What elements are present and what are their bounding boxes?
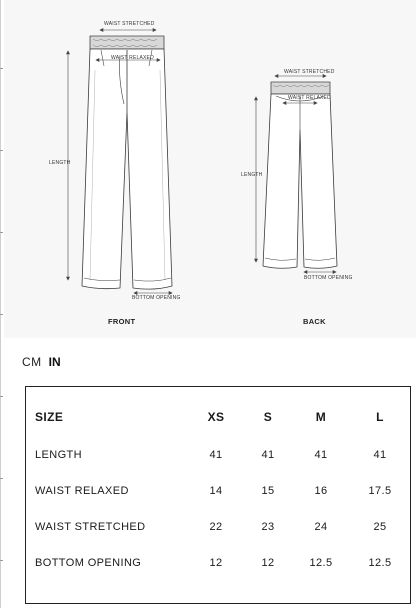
unit-in-button[interactable]: IN (48, 355, 61, 369)
table-cell: 12.5 (309, 557, 333, 569)
table-cell: 15 (261, 485, 275, 497)
table-row (26, 517, 410, 537)
edge-tick (0, 150, 3, 151)
back-waist-stretched-label: WAIST STRETCHED (284, 69, 335, 75)
edge-tick (0, 232, 3, 233)
edge-tick (0, 314, 3, 315)
front-bottom-opening-label: BOTTOM OPENING (132, 295, 181, 301)
back-view-label: BACK (303, 317, 326, 326)
table-cell: 25 (373, 521, 387, 533)
table-cell: 14 (209, 485, 223, 497)
table-cell: 17.5 (368, 485, 392, 497)
row-label: WAIST STRETCHED (35, 521, 146, 533)
measurement-diagram (4, 0, 416, 338)
header-m: M (315, 410, 327, 424)
row-label: LENGTH (35, 449, 83, 461)
table-cell: 22 (209, 521, 223, 533)
header-xs: XS (207, 410, 225, 424)
table-header-row (26, 407, 410, 427)
back-length-label: LENGTH (241, 172, 263, 178)
back-bottom-opening-label: BOTTOM OPENING (304, 275, 353, 281)
edge-tick (0, 478, 3, 479)
header-l: L (376, 410, 384, 424)
header-s: S (263, 410, 273, 424)
table-cell: 41 (261, 449, 275, 461)
back-pants-drawing (263, 82, 337, 268)
left-edge-rule (0, 0, 1, 608)
table-cell: 12 (209, 557, 223, 569)
unit-cm-button[interactable]: CM (22, 355, 42, 369)
table-row (26, 553, 410, 573)
front-pants-drawing (82, 36, 172, 289)
front-view-label: FRONT (108, 317, 136, 326)
row-label: BOTTOM OPENING (35, 557, 142, 569)
size-chart-table (25, 386, 411, 604)
row-label: WAIST RELAXED (35, 485, 129, 497)
table-cell: 24 (314, 521, 328, 533)
edge-tick (0, 560, 3, 561)
front-length-label: LENGTH (49, 160, 71, 166)
front-waist-relaxed-label: WAIST RELAXED (111, 55, 154, 61)
table-cell: 12.5 (368, 557, 392, 569)
edge-tick (0, 68, 3, 69)
back-waist-relaxed-label: WAIST RELAXED (288, 95, 331, 101)
table-cell: 12 (261, 557, 275, 569)
table-cell: 41 (373, 449, 387, 461)
table-cell: 41 (209, 449, 223, 461)
table-cell: 16 (314, 485, 328, 497)
table-cell: 23 (261, 521, 275, 533)
pants-illustration (4, 0, 416, 338)
unit-toggle (22, 355, 61, 369)
table-cell: 41 (314, 449, 328, 461)
table-row (26, 481, 410, 501)
table-row (26, 445, 410, 465)
edge-tick (0, 396, 3, 397)
header-size: SIZE (35, 410, 64, 424)
front-waist-stretched-label: WAIST STRETCHED (104, 21, 155, 27)
